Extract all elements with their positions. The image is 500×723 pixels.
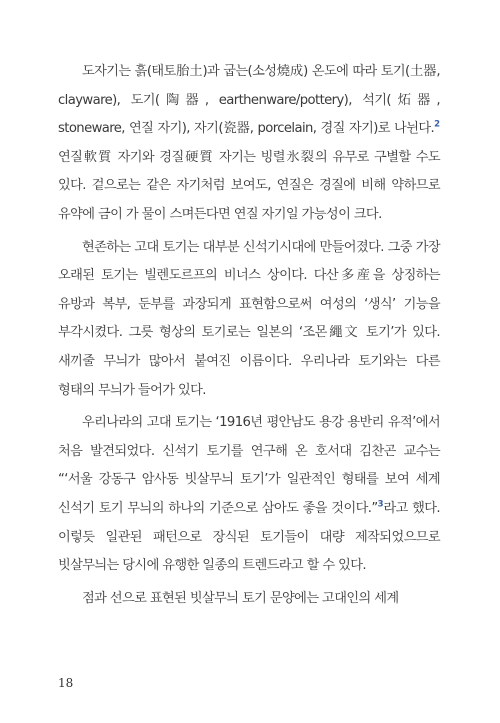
paragraph-3-text-cont: 라고 했다. 이렇듯 일관된 패턴으로 장식된 토기들이 대량 제작되었으므로 빗살무늬는 당시에 유행한 일종의 트렌드라고 할 수 있다. — [58, 500, 440, 574]
footnote-marker-3[interactable]: 3 — [377, 499, 384, 510]
paragraph-3-text: 우리나라의 고대 토기는 ‘1916년 평안남도 용강 용반리 유적’에서 처음 발견되었다. 신석기 토기를 연구해 온 호서대 김찬곤 교수는 “‘서울 강동구 암사동 빗살무늬 토기’가 일관적인 형태를 보여 세계 신석기 토기 무늬의 하나의 기준으로 삼아도 좋을 것이다.” — [58, 415, 440, 516]
paragraph-2-text: 현존하는 고대 토기는 대부분 신석기시대에 만들어졌다. 그중 가장 오래된 토기는 빌렌도르프의 비너스 상이다. 다산多産을 상징하는 유방과 복부, 둔부를 과장되게 표현함으로써 여성의 ‘생식’ 기능을 부각시켰다. 그릇 형상의 토기로는 일본의 ‘조몬繩文 토기’가 있다. 새끼줄 무늬가 많아서 붙여진 이름이다. 우리나라 토기와는 다른 형태의 무늬가 들어가 있다. — [58, 239, 440, 398]
page-body — [58, 58, 440, 617]
paragraph-1 — [58, 58, 440, 230]
paragraph-3 — [58, 409, 440, 581]
paragraph-1-text: 도자기는 흙(태토胎土)과 굽는(소성燒成) 온도에 따라 토기(土器, clayware), 도기(陶器, earthenware/pottery), 석기(炻器, stoneware, 연질 자기), 자기(瓷器, porcelain, 경질 자기)로 나뉜다. — [58, 64, 440, 137]
paragraph-1-text-cont: 연질軟質 자기와 경질硬質 자기는 빙렬氷裂의 유무로 구별할 수도 있다. 겉으로는 같은 자기처럼 보여도, 연질은 경질에 비해 약하므로 유약에 금이 가 물이 스며든다면 연질 자기일 가능성이 크다. — [58, 149, 440, 222]
footnote-marker-2[interactable]: 2 — [434, 119, 440, 130]
paragraph-4 — [58, 585, 440, 614]
paragraph-2 — [58, 234, 440, 406]
paragraph-4-text: 점과 선으로 표현된 빗살무늬 토기 문양에는 고대인의 세계 — [82, 590, 399, 606]
page-number: 18 — [58, 676, 74, 690]
